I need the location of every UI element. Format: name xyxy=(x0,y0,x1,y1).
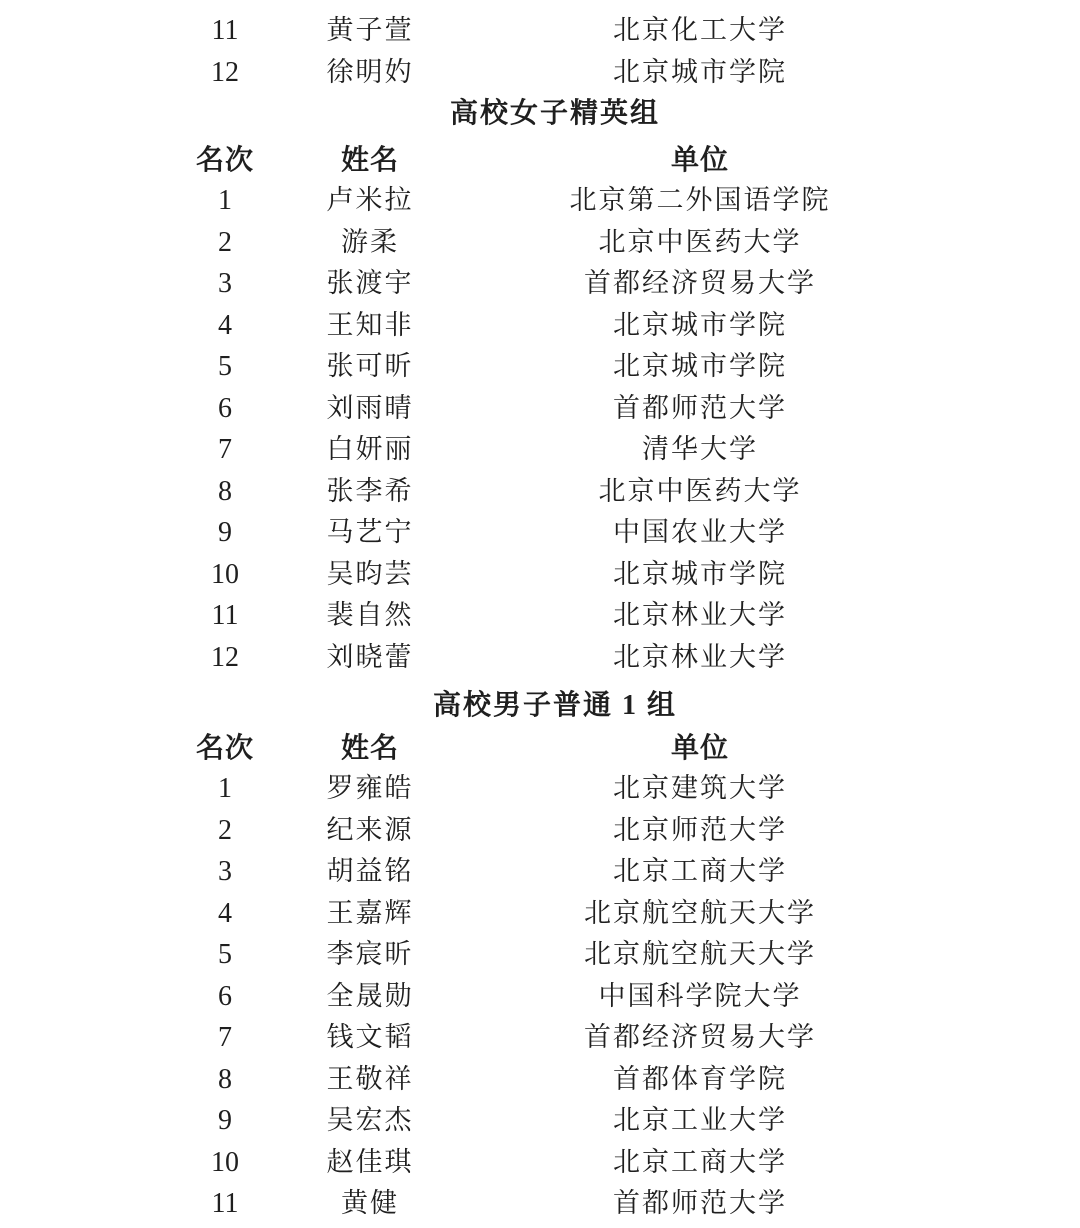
unit-cell: 北京城市学院 xyxy=(613,558,787,589)
rank-cell: 9 xyxy=(218,517,232,548)
table-row xyxy=(0,429,1080,471)
name-cell: 吴宏杰 xyxy=(326,1105,414,1135)
column-header-rank: 名次 xyxy=(195,731,254,763)
table-row xyxy=(0,893,1080,935)
table-row xyxy=(0,595,1080,637)
unit-cell: 北京工商大学 xyxy=(613,856,787,886)
name-cell: 纪来源 xyxy=(326,814,414,845)
unit-cell: 首都体育学院 xyxy=(613,1063,787,1094)
rank-cell: 7 xyxy=(218,434,232,465)
unit-cell: 北京中医药大学 xyxy=(598,226,802,257)
name-cell: 裴自然 xyxy=(326,600,414,630)
rank-cell: 9 xyxy=(218,1105,232,1136)
result-group xyxy=(0,10,1080,93)
results-sections xyxy=(0,10,1080,1225)
rank-cell: 10 xyxy=(211,1146,239,1178)
unit-cell: 北京工商大学 xyxy=(613,1146,787,1177)
name-cell: 钱文韬 xyxy=(326,1022,414,1052)
unit-cell: 北京中医药大学 xyxy=(598,475,802,506)
name-cell: 张可昕 xyxy=(326,351,414,381)
unit-cell: 北京师范大学 xyxy=(613,814,787,845)
name-cell: 吴昀芸 xyxy=(326,558,414,589)
name-cell: 王敬祥 xyxy=(326,1063,414,1094)
unit-cell: 首都经济贸易大学 xyxy=(584,1022,816,1052)
rank-cell: 6 xyxy=(218,980,232,1012)
name-cell: 刘雨晴 xyxy=(326,392,414,423)
name-cell: 罗雍皓 xyxy=(326,773,414,803)
table-row xyxy=(0,810,1080,852)
rank-cell: 11 xyxy=(211,1188,239,1219)
name-cell: 张李希 xyxy=(326,475,414,506)
result-group xyxy=(0,93,1080,678)
group-title: 高校女子精英组 xyxy=(449,98,660,129)
name-cell: 全晟勋 xyxy=(326,980,414,1011)
rank-cell: 1 xyxy=(218,185,232,216)
table-row xyxy=(0,934,1080,976)
table-row xyxy=(0,554,1080,596)
unit-cell: 北京建筑大学 xyxy=(613,773,787,803)
unit-cell: 北京第二外国语学院 xyxy=(569,185,831,215)
rank-cell: 4 xyxy=(218,309,232,341)
group-title: 高校男子普通 1 组 xyxy=(432,690,677,721)
table-row xyxy=(0,1017,1080,1059)
unit-cell: 首都师范大学 xyxy=(613,392,787,423)
name-cell: 王知非 xyxy=(326,309,414,340)
rank-cell: 8 xyxy=(218,475,232,507)
rank-cell: 11 xyxy=(211,15,239,46)
unit-cell: 北京工业大学 xyxy=(613,1105,787,1135)
unit-cell: 北京城市学院 xyxy=(613,309,787,340)
rank-cell: 3 xyxy=(218,856,232,887)
rank-cell: 12 xyxy=(211,56,239,88)
unit-cell: 北京化工大学 xyxy=(613,15,787,45)
unit-cell: 中国农业大学 xyxy=(613,517,787,547)
unit-cell: 中国科学院大学 xyxy=(598,980,802,1011)
column-header-unit: 单位 xyxy=(670,731,729,763)
table-row xyxy=(0,1142,1080,1184)
rank-cell: 2 xyxy=(218,226,232,258)
name-cell: 王嘉辉 xyxy=(326,897,414,928)
name-cell: 卢米拉 xyxy=(326,185,414,215)
table-row xyxy=(0,471,1080,513)
name-cell: 白妍丽 xyxy=(326,434,414,464)
rank-cell: 7 xyxy=(218,1022,232,1053)
table-row xyxy=(0,52,1080,94)
name-cell: 黄健 xyxy=(341,1188,399,1218)
table-row xyxy=(0,10,1080,52)
table-rows xyxy=(0,180,1080,678)
unit-cell: 北京航空航天大学 xyxy=(584,897,816,928)
rank-cell: 4 xyxy=(218,897,232,929)
rank-cell: 10 xyxy=(211,558,239,590)
name-cell: 马艺宁 xyxy=(326,517,414,547)
name-cell: 游柔 xyxy=(341,226,399,257)
name-cell: 黄子萱 xyxy=(326,15,414,45)
table-rows xyxy=(0,10,1080,93)
rank-cell: 2 xyxy=(218,814,232,846)
table-row xyxy=(0,1100,1080,1142)
table-row xyxy=(0,346,1080,388)
unit-cell: 北京林业大学 xyxy=(613,641,787,672)
column-header-unit: 单位 xyxy=(670,143,729,175)
unit-cell: 北京城市学院 xyxy=(613,56,787,87)
name-cell: 刘晓蕾 xyxy=(326,641,414,672)
table-row xyxy=(0,1059,1080,1101)
name-cell: 张渡宇 xyxy=(326,268,414,298)
rank-cell: 8 xyxy=(218,1063,232,1095)
unit-cell: 北京城市学院 xyxy=(613,351,787,381)
rank-cell: 12 xyxy=(211,641,239,673)
unit-cell: 清华大学 xyxy=(642,434,758,464)
table-row xyxy=(0,976,1080,1018)
unit-cell: 北京林业大学 xyxy=(613,600,787,630)
name-cell: 赵佳琪 xyxy=(326,1146,414,1177)
table-row xyxy=(0,637,1080,679)
table-row xyxy=(0,263,1080,305)
table-row xyxy=(0,1183,1080,1225)
rank-cell: 6 xyxy=(218,392,232,424)
unit-cell: 首都师范大学 xyxy=(613,1188,787,1218)
rank-cell: 5 xyxy=(218,351,232,382)
rank-cell: 11 xyxy=(211,600,239,631)
table-row xyxy=(0,768,1080,810)
table-header-row xyxy=(0,727,1080,769)
name-cell: 徐明妁 xyxy=(326,56,414,87)
table-row xyxy=(0,512,1080,554)
column-header-name: 姓名 xyxy=(340,731,399,763)
rank-cell: 1 xyxy=(218,773,232,804)
unit-cell: 北京航空航天大学 xyxy=(584,939,816,969)
table-row xyxy=(0,851,1080,893)
table-header-row xyxy=(0,139,1080,181)
column-header-rank: 名次 xyxy=(195,143,254,175)
name-cell: 李宸昕 xyxy=(326,939,414,969)
rank-cell: 3 xyxy=(218,268,232,299)
table-row xyxy=(0,222,1080,264)
table-row xyxy=(0,180,1080,222)
table-row xyxy=(0,305,1080,347)
table-row xyxy=(0,388,1080,430)
column-header-name: 姓名 xyxy=(340,143,399,175)
name-cell: 胡益铭 xyxy=(326,856,414,886)
unit-cell: 首都经济贸易大学 xyxy=(584,268,816,298)
rank-cell: 5 xyxy=(218,939,232,970)
table-rows xyxy=(0,768,1080,1225)
result-group xyxy=(0,685,1080,1225)
